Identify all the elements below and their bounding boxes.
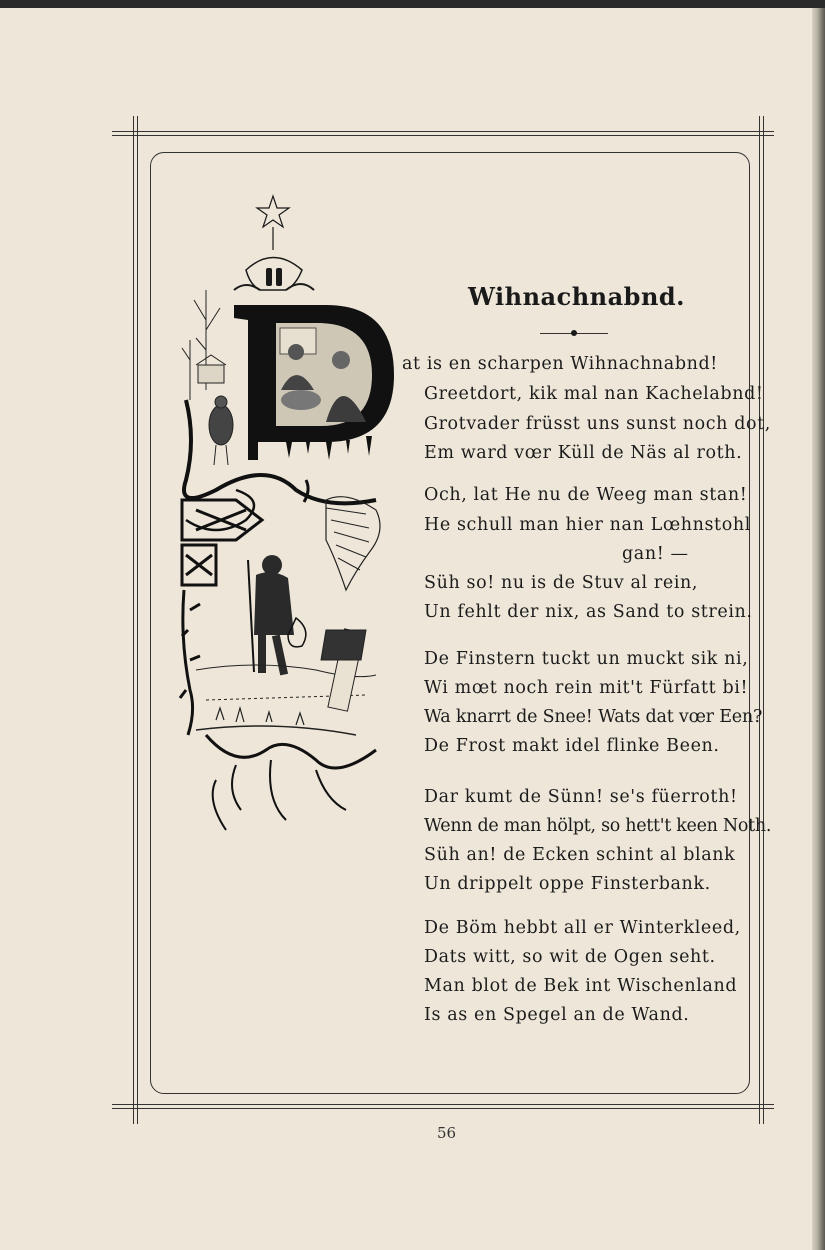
poem-title: Wihnachnabnd. <box>468 282 686 311</box>
poem-line: Man blot de Bek int Wischenland <box>424 976 738 996</box>
poem-line: Wa knarrt de Snee! Wats dat vœr Een? <box>424 707 763 727</box>
title-divider <box>540 333 608 335</box>
book-page <box>0 8 812 1250</box>
poem-line: Süh an! de Ecken schint al blank <box>424 845 736 865</box>
poem-line: at is en scharpen Wihnachnabnd! <box>402 354 718 374</box>
poem-line: De Böm hebbt all er Winterkleed, <box>424 918 741 938</box>
bottom-rule-inner <box>112 1108 774 1109</box>
poem-line: Och, lat He nu de Weeg man stan! <box>424 485 748 505</box>
left-rule-inner <box>137 116 138 1124</box>
right-rule-inner <box>763 116 764 1124</box>
poem-line: Em ward vœr Küll de Näs al roth. <box>424 443 743 463</box>
poem-line: Wi mœt noch rein mit't Fürfatt bi! <box>424 678 749 698</box>
initial-letter-d <box>234 305 394 460</box>
right-rule <box>759 116 760 1124</box>
walking-figure <box>248 555 306 675</box>
poem-line: Dar kumt de Sünn! se's füerroth! <box>424 787 738 807</box>
knot-ornament <box>182 500 262 585</box>
poem-line: Wenn de man hölpt, so hett't keen Noth. <box>424 816 772 836</box>
fir-branch <box>326 497 380 590</box>
left-border-branch <box>180 590 200 735</box>
poem-line: Süh so! nu is de Stuv al rein, <box>424 573 699 593</box>
poem-line: gan! — <box>622 544 689 564</box>
poem-line: Dats witt, so wit de Ogen seht. <box>424 947 716 967</box>
initial-d-illustration <box>176 190 402 840</box>
snow-ground <box>196 629 376 735</box>
christmas-ornament <box>234 258 314 291</box>
poem-line: De Finstern tuckt un muckt sik ni, <box>424 649 749 669</box>
star-icon <box>257 196 289 250</box>
poem-line: Grotvader früsst uns sunst noch dot, <box>424 414 771 434</box>
poem-line: Is as en Spegel an de Wand. <box>424 1005 690 1025</box>
poem-line: Greetdort, kik mal nan Kachelabnd! <box>424 384 764 404</box>
left-rule <box>133 116 134 1124</box>
roots-ornament <box>206 735 376 830</box>
page-number: 56 <box>437 1124 457 1142</box>
top-rule-inner <box>112 135 774 136</box>
poem-line: He schull man hier nan Lœhnstohl <box>424 515 751 535</box>
poem-line: Un drippelt oppe Finsterbank. <box>424 874 711 894</box>
top-rule <box>112 131 774 132</box>
bottom-rule <box>112 1104 774 1105</box>
poem-line: De Frost makt idel flinke Been. <box>424 736 720 756</box>
poem-line: Un fehlt der nix, as Sand to strein. <box>424 602 753 622</box>
